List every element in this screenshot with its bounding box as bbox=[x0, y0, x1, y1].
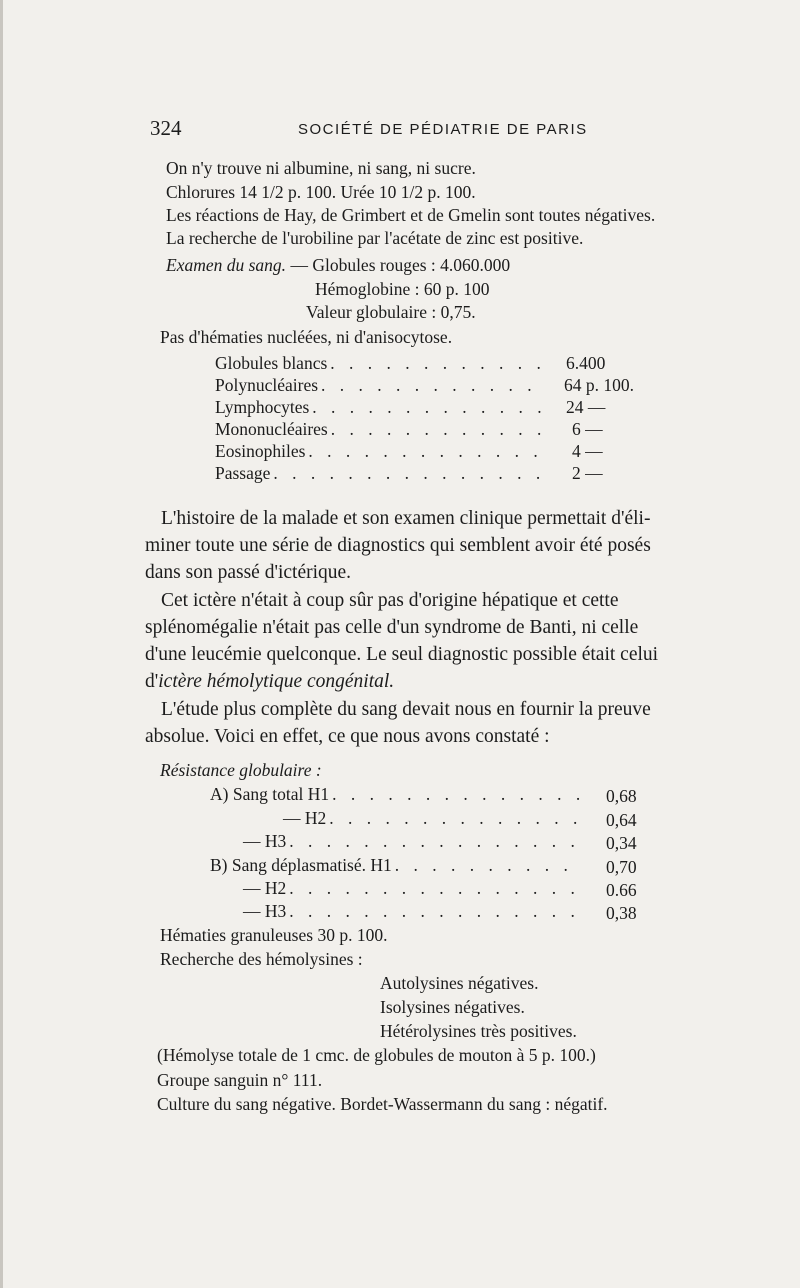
formula-row bbox=[215, 397, 545, 418]
formula-row bbox=[215, 463, 545, 484]
page-number: 324 bbox=[150, 116, 182, 140]
hemolysins-line: Recherche des hémolysines : bbox=[160, 949, 363, 969]
leader-dots bbox=[329, 808, 580, 829]
body-line: dans son passé d'ictérique. bbox=[145, 562, 352, 583]
formula-row bbox=[215, 419, 545, 440]
leader-dots bbox=[289, 901, 580, 922]
body-line: d'une leucémie quelconque. Le seul diagnostic possible était celui bbox=[145, 644, 659, 665]
formula-label: Passage bbox=[215, 463, 271, 483]
resistance-label: A) Sang total H1 bbox=[210, 784, 330, 804]
leader-dots bbox=[331, 419, 545, 440]
body-line: splénomégalie n'était pas celle d'un syndrome de Banti, ni celle bbox=[145, 617, 639, 638]
formula-row bbox=[215, 441, 545, 462]
leader-dots bbox=[332, 784, 580, 805]
formula-value: 24 — bbox=[566, 397, 606, 417]
body-line: absolue. Voici en effet, ce que nous avons constaté : bbox=[145, 726, 550, 747]
nucleated-note: Pas d'hématies nucléées, ni d'anisocytose. bbox=[160, 327, 453, 347]
resistance-label: B) Sang déplasmatisé. H1 bbox=[210, 855, 392, 875]
leader-dots bbox=[289, 878, 580, 899]
resistance-row bbox=[243, 831, 580, 852]
resistance-value: 0,34 bbox=[606, 833, 637, 853]
urine-line-3: Les réactions de Hay, de Grimbert et de Gmelin sont toutes négatives. bbox=[166, 205, 656, 225]
body-line: L'étude plus complète du sang devait nous en fournir la preuve bbox=[161, 699, 651, 720]
formula-value: 2 — bbox=[572, 463, 603, 483]
body-line: miner toute une série de diagnostics qui semblent avoir été posés bbox=[145, 535, 651, 556]
resistance-row bbox=[243, 808, 580, 829]
globular-value: Valeur globulaire : 0,75. bbox=[306, 302, 476, 322]
culture-line: Culture du sang négative. Bordet-Wassermann du sang : négatif. bbox=[157, 1094, 608, 1114]
body-line bbox=[145, 671, 394, 693]
leader-dots bbox=[330, 353, 545, 374]
resistance-row bbox=[243, 878, 580, 899]
formula-row bbox=[215, 375, 545, 396]
heterolysins: Hétérolysines très positives. bbox=[380, 1021, 577, 1041]
blood-group-line: Groupe sanguin n° 111. bbox=[157, 1070, 323, 1090]
formula-label: Polynucléaires bbox=[215, 375, 319, 395]
resistance-value: 0,70 bbox=[606, 857, 637, 877]
urine-line-1: On n'y trouve ni albumine, ni sang, ni sucre. bbox=[166, 158, 476, 178]
leader-dots bbox=[289, 831, 580, 852]
blood-exam-line-1 bbox=[166, 255, 510, 276]
body-line: Cet ictère n'était à coup sûr pas d'origine hépatique et cette bbox=[161, 590, 619, 611]
isolysins: Isolysines négatives. bbox=[380, 997, 525, 1017]
autolysins: Autolysines négatives. bbox=[380, 973, 539, 993]
leader-dots bbox=[273, 463, 545, 484]
resistance-row bbox=[210, 855, 580, 876]
resistance-value: 0.66 bbox=[606, 880, 637, 900]
urine-line-2: Chlorures 14 1/2 p. 100. Urée 10 1/2 p. 100. bbox=[166, 182, 476, 202]
resistance-label: — H3 bbox=[243, 831, 287, 851]
formula-label: Mononucléaires bbox=[215, 419, 328, 439]
resistance-row bbox=[243, 901, 580, 922]
hemoglobin: Hémoglobine : 60 p. 100 bbox=[315, 279, 490, 299]
red-cells: — Globules rouges : 4.060.000 bbox=[290, 255, 511, 275]
formula-value: 64 p. 100. bbox=[564, 375, 634, 395]
leader-dots bbox=[312, 397, 545, 418]
urine-line-4: La recherche de l'urobiline par l'acétate de zinc est positive. bbox=[166, 228, 584, 248]
page-edge bbox=[0, 0, 3, 1288]
resistance-label: — H2 bbox=[243, 878, 287, 898]
leader-dots bbox=[308, 441, 545, 462]
resistance-row bbox=[210, 784, 580, 805]
body-line: L'histoire de la malade et son examen clinique permettait d'éli- bbox=[161, 508, 651, 529]
body-text: d' bbox=[145, 671, 159, 692]
diagnosis-italic: ictère hémolytique congénital. bbox=[158, 671, 395, 692]
formula-label: Lymphocytes bbox=[215, 397, 310, 417]
resistance-value: 0,68 bbox=[606, 786, 637, 806]
resistance-value: 0,38 bbox=[606, 903, 637, 923]
formula-row bbox=[215, 353, 545, 374]
formula-label: Eosinophiles bbox=[215, 441, 306, 461]
running-title: SOCIÉTÉ DE PÉDIATRIE DE PARIS bbox=[298, 121, 588, 138]
granular-line: Hématies granuleuses 30 p. 100. bbox=[160, 925, 388, 945]
resistance-label: — H3 bbox=[243, 901, 287, 921]
leader-dots bbox=[395, 855, 580, 876]
formula-value: 6.400 bbox=[566, 353, 606, 373]
formula-value: 4 — bbox=[572, 441, 603, 461]
blood-exam-label: Examen du sang. bbox=[166, 255, 287, 275]
resistance-label: — H2 bbox=[283, 808, 327, 828]
formula-label: Globules blancs bbox=[215, 353, 328, 373]
resistance-title: Résistance globulaire : bbox=[160, 760, 322, 780]
leader-dots bbox=[321, 375, 545, 396]
formula-value: 6 — bbox=[572, 419, 603, 439]
hemolysis-line: (Hémolyse totale de 1 cmc. de globules de mouton à 5 p. 100.) bbox=[157, 1045, 596, 1065]
resistance-value: 0,64 bbox=[606, 810, 637, 830]
